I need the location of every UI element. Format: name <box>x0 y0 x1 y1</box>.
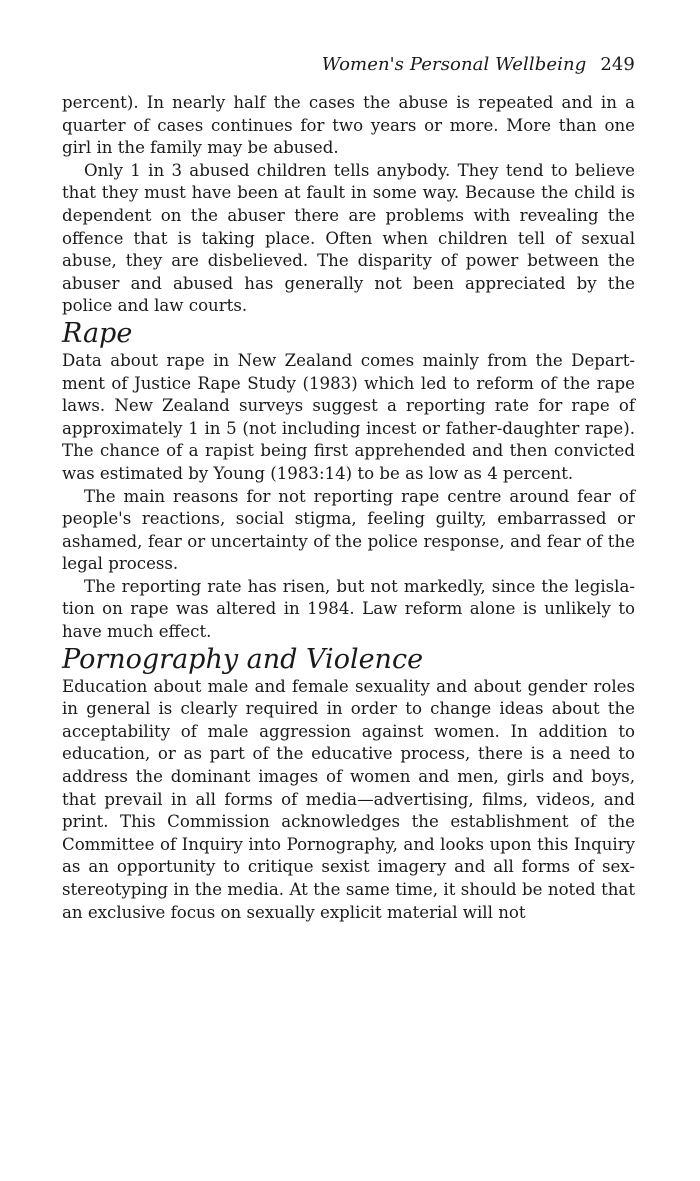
rape-section <box>62 318 635 644</box>
body-paragraph: Education about male and female sexuality and about gender roles in general is clearly required in order to change ideas about the acceptability of male aggression against women. In addition to education, or as part of the educative process, there is a need to address the dominant images of women and men, girls and boys, that prevail in all forms of media—advertising, films, videos, and print. This Commission acknowledges the establishment of the Committee of Inquiry into Pornography, and looks upon this Inquiry as an opportunity to critique sexist imagery and all forms of sex-stereotyping in the media. At the same time, it should be noted that an exclusive focus on sexually explicit material will not <box>62 676 635 922</box>
body-paragraph: Only 1 in 3 abused children tells anybody. They tend to believe that they must have been at fault in some way. Because the child is dependent on the abuser there are problems with revealing the offence that is taking place. Often when children tell of sexual abuse, they are disbelieved. The disparity of power between the abuser and abused has generally not been appreciated by the police and law courts. <box>62 160 635 316</box>
body-paragraph: percent). In nearly half the cases the abuse is repeated and in a quarter of cases continues for two years or more. More than one girl in the family may be abused. <box>62 93 635 158</box>
intro-section <box>62 92 635 318</box>
pornography-section <box>62 644 635 925</box>
body-paragraph: The reporting rate has risen, but not markedly, since the legislation on rape was altered in 1984. Law reform alone is unlikely to have much effect. <box>62 576 635 642</box>
running-head <box>62 52 635 78</box>
book-page <box>62 52 635 924</box>
section-heading-rape: Rape <box>62 317 133 349</box>
section-heading-pornography: Pornography and Violence <box>62 643 424 675</box>
page-number: 249 <box>600 54 635 75</box>
body-paragraph: The main reasons for not reporting rape centre around fear of people's reactions, social stigma, feeling guilty, embarrassed or ashamed, fear or uncertainty of the police response, and fear of the legal process. <box>62 486 635 574</box>
body-paragraph: Data about rape in New Zealand comes mainly from the Department of Justice Rape Study (1983) which led to reform of the rape laws. New Zealand surveys suggest a reporting rate for rape of approximately 1 in 5 (not including incest or father-daughter rape). The chance of a rapist being first apprehended and then convicted was estimated by Young (1983:14) to be as low as 4 percent. <box>62 350 635 483</box>
running-head-title: Women's Personal Wellbeing <box>321 54 587 75</box>
